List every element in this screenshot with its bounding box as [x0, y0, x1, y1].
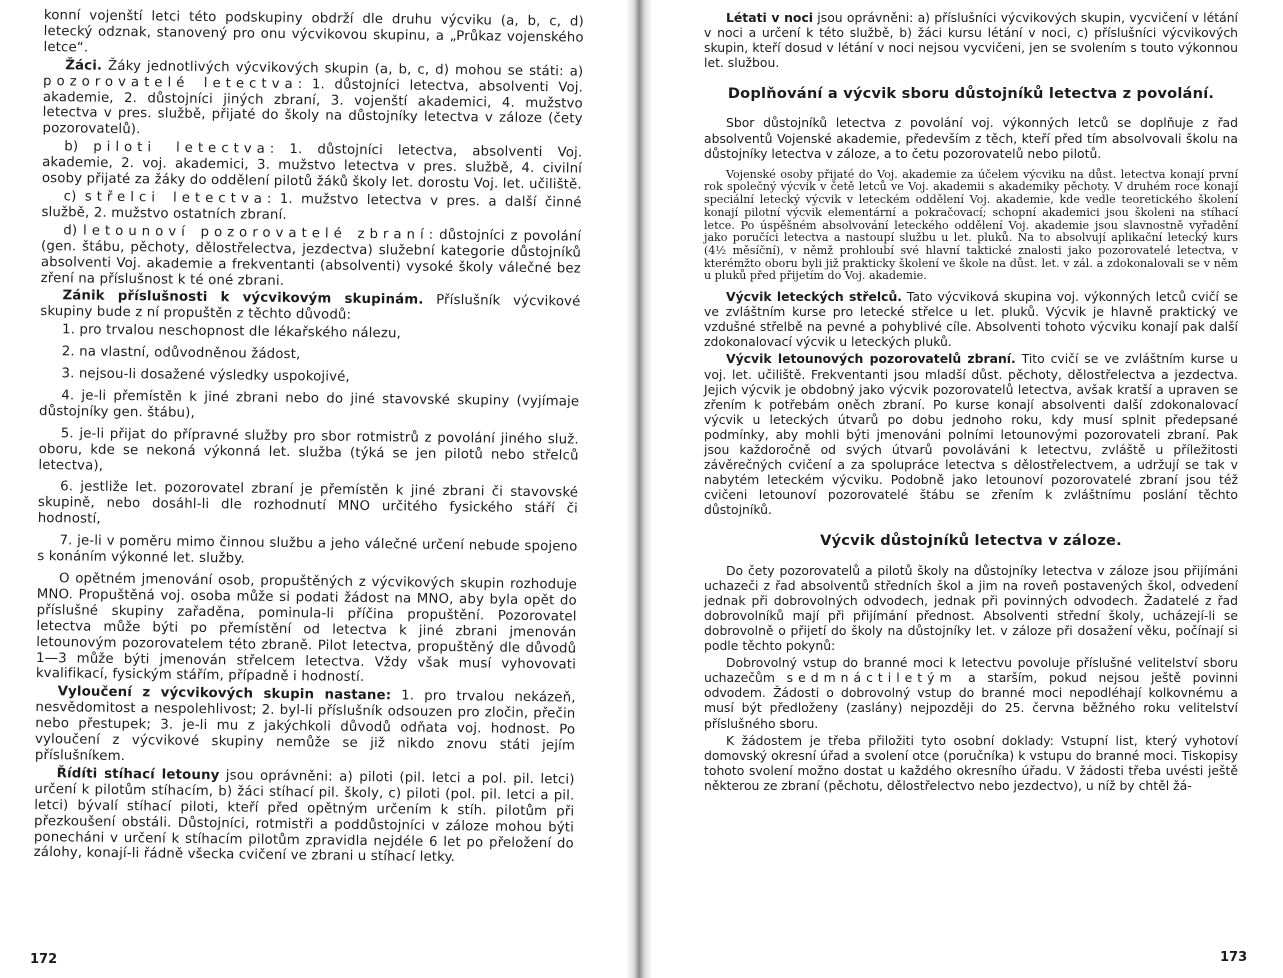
- page-number: 172: [30, 952, 58, 967]
- run-in-heading: Vyloučení z výcvikových skupin nastane:: [57, 684, 392, 704]
- spaced-term: pozorovatelé letectva: [43, 73, 298, 92]
- text-run: Žáky jednotlivých výcvikových skupin (a, b, c, d) mohou se státi: a): [102, 58, 584, 80]
- paragraph: [42, 139, 583, 193]
- paragraph: [704, 351, 1238, 517]
- run-in-heading: Řídíti stíhací letouny: [56, 766, 220, 784]
- left-page-text: [34, 8, 584, 870]
- text-run: Tito cvičí se ve zvláštním kurse u voj. let. učiliště. Frekventanti jsou mladší důst. pěchoty, dělostřelectva a jezdectva. Jejich výcvik je obdobný jako výcvik pozorovatelů letectva, avšak kratší a upraven se zřením k potřebám oněch zbraní. Po kurse konají absolventi další zdokonalovací výcvik u leteckých útvarů po dobu jednoho roku, kdy musí splnit předepsané podmínky, aby mohli býti jmenováni polními letounovými pozorovateli zbraní. Pak jsou každoročně od svých útvarů povoláváni k letectvu, zvláště u příležitosti závěrečných cvičení a za spolupráce letectva s dělostřelectvem, a udržují se tak v nabytém leteckém výcviku. Podobně jako letounoví pozorovatelé zbraní jsou též cvičeni letounoví pozorovatelé štábu se zřením k zvláštnímu poslání těchto důstojníků.: [704, 351, 1239, 518]
- text-run: a starším, pokud nejsou ještě povinni odvodem. Žádosti o dobrovolný vstup do branné moci nepodléhají kolkovnému a musí být předloženy (zaslány) nejpozději do 25. června běžného roku velitelství příslušného sboru.: [704, 670, 1238, 731]
- paragraph: [704, 289, 1238, 349]
- paragraph: [35, 684, 576, 770]
- paragraph: [41, 223, 582, 293]
- text-run: : důstojníci z povolání (gen. štábu, pěchoty, dělostřelectva, jezdectva) služební kategorie důstojníků absolventi Voj. akademie a frekventanti (absolventi) vysoké školy válečné bez zření na příslušnost k té oné zbrani.: [40, 227, 582, 289]
- page-number: 173: [1220, 950, 1248, 965]
- text-run: c): [63, 189, 85, 205]
- paragraph: Do čety pozorovatelů a pilotů školy na důstojníky letectva v záloze jsou přijímáni uchazeči z řad absolventů středních škol a jim na roveň postavených škol, odvedení jednak při dobrovolných odvodech, jednak při povinných odvodech. Žadatelé z řad dobrovolníků mají při přijímání přednost. Absolventi střední školy, ucházejí-li se dobrovolně o přijetí do školy na důstojníky let. v záloze při dosažení věku, počínají si podle těchto pokynů:: [704, 562, 1238, 654]
- text-run: 1. pro trvalou nekázeň, nesvědomitost a nespolehlivost; 2. byl-li příslušník odsouzen pro zločin, přečin nebo přestupek; 3. je-li mu z jakýchkoli důvodů odňata voj. hodnost. Po vyloučení z výcvikové skupiny nemůže se již nikdo znovu státi jejím příslušníkem.: [34, 688, 576, 765]
- paragraph: [41, 189, 581, 227]
- text-run: d): [63, 223, 84, 239]
- text-run: Dobrovolný vstup do branné moci k letectvu povoluje příslušné velitelství sboru uchazečům: [704, 655, 1238, 686]
- paragraph: konní vojenští letci této podskupiny obdrží dle druhu výcviku (a, b, c, d) letecký odznak, stanovený pro onu výcvikovou skupinu, a „Průkaz vojenského letce“.: [43, 8, 584, 56]
- paragraph: [42, 58, 583, 144]
- spaced-term: letounoví pozorovatelé zbraní: [82, 223, 429, 243]
- run-in-heading: Výcvik letounových pozorovatelů zbraní.: [726, 351, 1016, 367]
- list-item: 7. je-li v poměru mimo činnou službu a jeho válečné určení nebude spojeno s konáním výkonné let. služby.: [37, 533, 578, 567]
- text-run: b): [64, 139, 94, 155]
- list-item: 6. jestliže let. pozorovatel zbraní je přemístěn k jiné zbrani či stavovské skupině, nebo dosáhl-li dle rozhodnutí MNO určitého fysického stáří či hodností,: [37, 479, 579, 528]
- text-run: : 1. důstojníci letectva, absolventi Voj. akademie, 2. voj. akademici, 3. mužstvo letectva v pres. službě, 4. civilní osoby přijaté za žáky do oddělení pilotů žáků školy let. dorostu Voj. let. učiliště.: [41, 142, 583, 193]
- paragraph: [704, 655, 1238, 730]
- text-run: Tato výcviková skupina voj. výkonných letců cvičí se ve zvláštním kurse pro letecké střelce u let. pluků. Výcvik je hlavně praktický ve vzdušné střelbě na pevné a pohyblivé cíle. Absolventi tohoto výcviku konají pak další zdokonalovací výcvik u leteckých pluků.: [704, 289, 1238, 350]
- text-run: : 1. důstojníci letectva, absolventi Voj. akademie, 2. důstojníci jiných zbraní, 3. vojenští akademici, 4. mužstvo letectva v pres. službě, přijaté do školy na důstojníky letectva v záloze (čety pozorovatelů).: [42, 76, 584, 138]
- list-item: 3. nejsou-li dosažené výsledky uspokojivé,: [61, 366, 350, 385]
- list-item: 4. je-li přemístěn k jiné zbrani nebo do jiné stavovské skupiny (vyjímaje důstojníky gen. štábu),: [38, 388, 580, 421]
- spaced-term: střelci letectva: [84, 189, 267, 207]
- paragraph: O opětném jmenování osob, propuštěných z výcvikových skupin rozhoduje MNO. Propuštěná voj. osoba může si podati žádost na MNO, aby byla opět do příslušné skupiny zařaděna, pominula-li příčina propuštění. Pozorovatel letectva může býti po přemístění od letectva k jiné zbrani jmenován letounovým pozorovatelem této zbraně. Pilot letectva, propuštěný dle důvodů 1—3 může býti jmenován střelcem letectva. Vždy však musí vyhovovati kvalifikací, fysickým stářím, případně i hodností.: [35, 571, 578, 686]
- paragraph: [704, 10, 1238, 70]
- spaced-term: piloti letectva: [93, 139, 270, 158]
- list-item: 5. je-li přijat do přípravné služby pro sbor rotmistrů z povolání jiného služ. oboru, kde se nekoná výkonná let. služba (týká se jen pilotů nebo střelců letectva),: [38, 425, 579, 474]
- paragraph: [40, 288, 580, 326]
- spaced-term: sedmnáctiletým: [786, 670, 957, 686]
- paragraph: Sbor důstojníků letectva z povolání voj. výkonných letců se doplňuje z řad absolventů Vojenské akademie, především z těch, kteří před tím absolvovali školu na důstojníky letectva v záloze, a to četu pozorovatelů nebo pilotů.: [704, 115, 1238, 161]
- text-run: jsou oprávněni: a) piloti (pil. letci a pol. pil. letci) určení k pilotům stíhacím, b) žáci stíhací pil. školy, c) piloti (pol. pil. letci a pil. letci) bývalí stíhací piloti, kteří před opětným určením k stíh. pilotům při přezkoušení obstáli. Důstojníci, rotmistři a poddůstojníci v záloze mohou býti ponecháni v určení k stíhacím pilotům zpravidla nejdéle 6 let po přeložení do zálohy, konají-li řádně všecka cvičení ve zbrani u stíhací letky.: [33, 768, 575, 866]
- paragraph: K žádostem je třeba přiložiti tyto osobní doklady: Vstupní list, který vyhotoví domovský okresní úřad a svolení otce (poručníka) k vstupu do branné moci. Tiskopisy tohoto svolení možno dostat u každého okresního úřadu. V žádosti třeba uvésti ještě některou ze zbraní (pěchotu, dělostřelectvo nebo jezdectvo), u níž by chtěl žá-: [704, 732, 1238, 793]
- run-in-heading: Létati v noci: [726, 10, 814, 25]
- right-page-text: [704, 10, 1238, 795]
- paragraph: [34, 766, 575, 868]
- page-172: [0, 0, 630, 978]
- list-item: 2. na vlastní, odůvodněnou žádost,: [61, 344, 301, 363]
- small-print-paragraph: Vojenské osoby přijaté do Voj. akademie za účelem výcviku na důst. letectva konají první rok společný výcvik v četě letců ve Voj. akademii s akademiky pěchoty. V druhém roce konají speciální letecký výcvik v leteckém oddělení Voj. akademie, kde vedle teoretického školení konají pilotní výcvik elementární a pokračovací; schopní akademici jsou školeni na stíhací letce. Po úspěšném absolvování leteckého oddělení Voj. akademie jsou slavnostně vyřadění jako poručíci letectva a nastoupí službu u let. pluků. Na to absolvují aplikační letecký kurs (4½ měsíční), v němž prohloubí své hlavní taktické znalosti jako pozorovatelé letectva, v kterémžto oboru byli již prakticky školení ve škole na důst. let. v zál. a zdokonalovali se v něm u pluků před přijetím do Voj. akademie.: [704, 167, 1238, 283]
- text-run: : 1. mužstvo letectva v pres. a další činné službě, 2. mužstvo ostatních zbraní.: [41, 191, 582, 223]
- text-run: Příslušník výcvikové skupiny bude z ní propuštěn z těchto důvodů:: [40, 293, 581, 324]
- text-run: jsou oprávněni: a) příslušníci výcvikových skupin, vycvičení v létání v noci a určení k této službě, b) žáci kursu létání v noci, c) příslušníci výcvikových skupin, kteří dosud v létání v noci nejsou vycvičeni, jen se svolením s touto výkonnou let. službou.: [704, 10, 1238, 71]
- page-173: [648, 0, 1283, 978]
- section-heading: Výcvik důstojníků letectva v záloze.: [820, 532, 1122, 550]
- run-in-heading: Výcvik leteckých střelců.: [726, 289, 902, 305]
- section-heading: Doplňování a výcvik sboru důstojníků letectva z povolání.: [727, 85, 1215, 103]
- run-in-heading: Žáci.: [65, 57, 103, 74]
- list-item: 1. pro trvalou neschopnost dle lékařského nálezu,: [61, 322, 402, 342]
- run-in-heading: Zánik příslušnosti k výcvikovým skupinám.: [62, 288, 424, 309]
